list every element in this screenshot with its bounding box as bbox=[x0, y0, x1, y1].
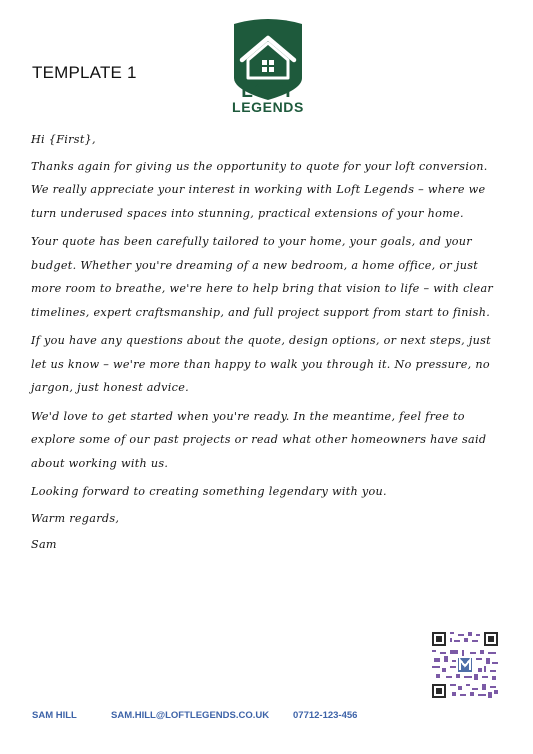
letter-paragraph-3: If you have any questions about the quote, design options, or next steps, just let us know – we're more than happy to walk you through it. No pressure, no jargon, just honest advice. bbox=[31, 334, 491, 394]
template-label: TEMPLATE 1 bbox=[32, 63, 137, 82]
letter-signature: Sam bbox=[31, 538, 57, 551]
footer-name: SAM HILL bbox=[32, 710, 77, 721]
footer-phone-link[interactable]: 07712-123-456 bbox=[293, 710, 358, 721]
letter-signoff: Warm regards, bbox=[31, 511, 120, 525]
letter-body bbox=[31, 128, 501, 562]
letter-greeting: Hi {First}, bbox=[31, 133, 96, 146]
logo-text-legends: LEGENDS bbox=[232, 99, 304, 115]
letter-paragraph-4: We'd love to get started when you're ready. In the meantime, feel free to explore some of our past projects or read what other homeowners have said about working with us. bbox=[31, 409, 487, 470]
footer-email-link[interactable]: SAM.HILL@LOFTLEGENDS.CO.UK bbox=[111, 710, 270, 721]
letter-paragraph-2: Your quote has been carefully tailored to your home, your goals, and your budget. Whether you're dreaming of a new bedroom, a home office, or just more room to breathe, we're here to help bring that vision to life – with clear timelines, expert craftsmanship, and full project support from start to finish. bbox=[31, 235, 494, 319]
qr-code-icon[interactable] bbox=[432, 632, 498, 698]
logo-text-loft: LOFT bbox=[241, 81, 295, 102]
letter-paragraph-5: Looking forward to creating something legendary with you. bbox=[31, 485, 387, 498]
letter-paragraph-1: Thanks again for giving us the opportunity to quote for your loft conversion. We really appreciate your interest in working with Loft Legends – where we turn underused spaces into stunning, practical extensions of your home. bbox=[31, 159, 488, 220]
footer bbox=[0, 710, 533, 724]
